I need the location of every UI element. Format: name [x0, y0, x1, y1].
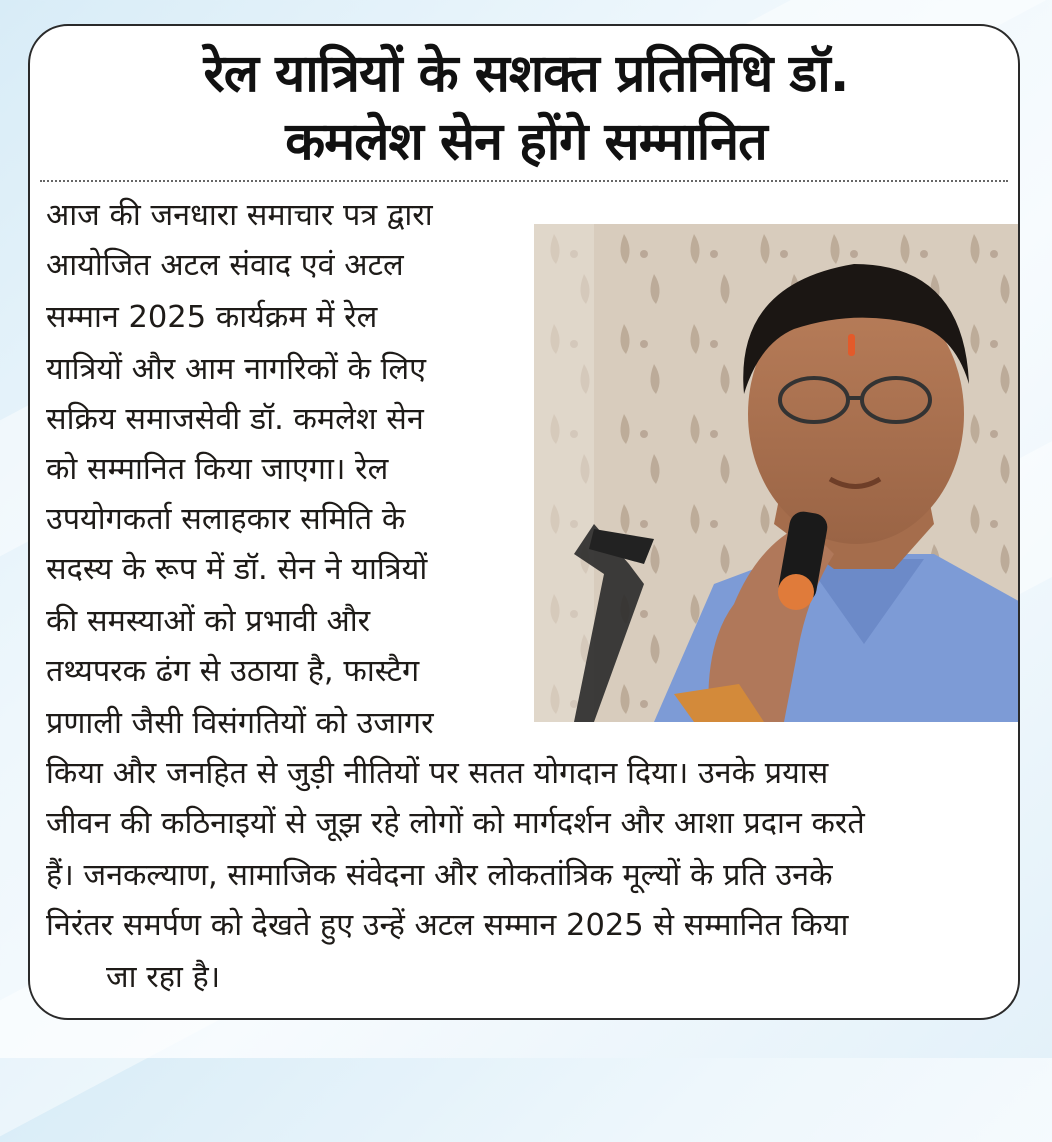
headline	[30, 40, 1020, 176]
body-line: जीवन की कठिनाइयों से जूझ रहे लोगों को मार्गदर्शन और आशा प्रदान करते	[46, 806, 865, 841]
body-line: उपयोगकर्ता सलाहकार समिति के	[46, 502, 406, 537]
news-clipping-card	[28, 24, 1020, 1020]
body-line: हैं। जनकल्याण, सामाजिक संवेदना और लोकतांत्रिक मूल्यों के प्रति उनके	[46, 858, 833, 893]
headline-line-1: रेल यात्रियों के सशक्त प्रतिनिधि डॉ.	[203, 44, 849, 104]
body-line: की समस्याओं को प्रभावी और	[46, 604, 371, 639]
body-line: निरंतर समर्पण को देखते हुए उन्हें अटल सम्मान 2025 से सम्मानित किया	[46, 908, 849, 943]
body-line: तथ्यपरक ढंग से उठाया है, फास्टैग	[46, 654, 420, 689]
headline-line-2: कमलेश सेन होंगे सम्मानित	[285, 112, 767, 172]
portrait-photo	[534, 224, 1020, 722]
body-line: को सम्मानित किया जाएगा। रेल	[46, 452, 389, 487]
body-line: किया और जनहित से जुड़ी नीतियों पर सतत योगदान दिया। उनके प्रयास	[46, 756, 829, 791]
body-line: सक्रिय समाजसेवी डॉ. कमलेश सेन	[46, 402, 424, 437]
body-line: प्रणाली जैसी विसंगतियों को उजागर	[46, 706, 434, 741]
body-line: सदस्य के रूप में डॉ. सेन ने यात्रियों	[46, 552, 428, 587]
body-line: आयोजित अटल संवाद एवं अटल	[46, 248, 404, 283]
body-line: जा रहा है।	[106, 960, 221, 995]
headline-divider	[40, 180, 1008, 182]
body-line: सम्मान 2025 कार्यक्रम में रेल	[46, 300, 378, 335]
body-line: आज की जनधारा समाचार पत्र द्वारा	[46, 198, 433, 233]
body-line: यात्रियों और आम नागरिकों के लिए	[46, 352, 427, 387]
